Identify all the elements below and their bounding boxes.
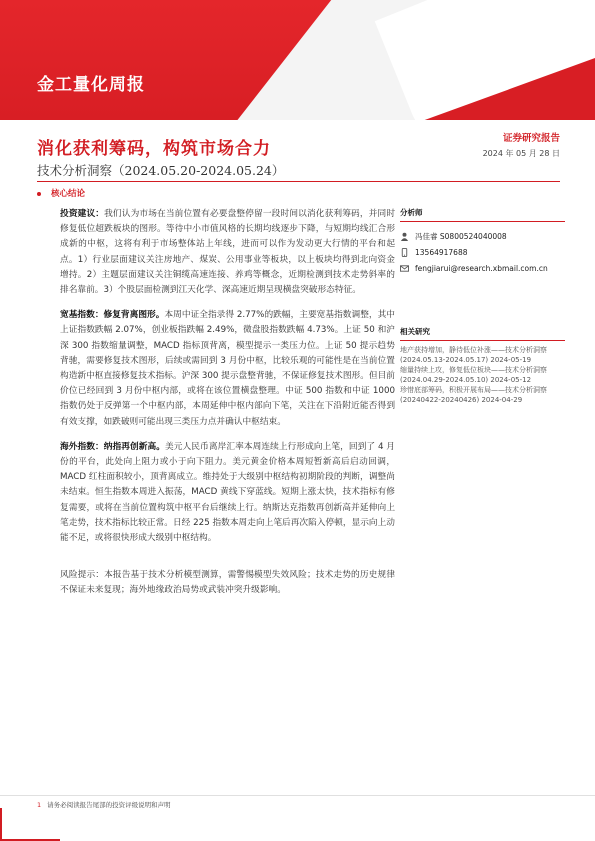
sidebar: [400, 207, 580, 405]
bullet-icon: [37, 192, 41, 196]
footer-divider: [0, 795, 595, 796]
corner-accent-vertical: [0, 808, 2, 841]
paragraph-overseas: [60, 440, 395, 546]
related-heading: 相关研究: [400, 326, 565, 341]
paragraph-lead: 海外指数：纳指再创新高。: [60, 441, 166, 452]
main-body: [60, 207, 395, 609]
paragraph-broad-index: [60, 308, 395, 430]
header-banner: [0, 0, 595, 120]
email-icon: [400, 264, 409, 273]
footer: [37, 800, 171, 809]
series-title: 金工量化周报: [37, 75, 145, 95]
phone-icon: [400, 248, 409, 257]
section-heading: [37, 187, 85, 199]
related-list: [400, 345, 575, 405]
paragraph-lead: 投资建议：: [60, 209, 105, 219]
risk-warning: 风险提示：本报告基于技术分析模型测算，需警惕模型失效风险；技术走势的历史规律不保证未来复现；海外地缘政治局势或武装冲突升级影响。: [60, 570, 395, 596]
report-title: 消化获利筹码，构筑市场合力: [37, 139, 271, 159]
phone-row: [400, 244, 580, 260]
person-icon: [400, 232, 409, 241]
section-label: 核心结论: [51, 189, 86, 199]
page-number: 1: [37, 801, 42, 809]
analyst-phone: 13564917688: [415, 247, 468, 257]
report-date: 2024 年 05 月 28 日: [482, 149, 560, 158]
paragraph-investment: [60, 207, 395, 298]
related-item[interactable]: 缩量持续上攻，修复低位板块——技术分析洞察(2024.04.29-2024.05.10) 2024-05-12: [400, 366, 547, 384]
paragraph-lead: 宽基指数：修复背离图形。: [60, 310, 165, 321]
related-item[interactable]: 地产获持增加，静待低位补涨——技术分析洞察(2024.05.13-2024.05.17) 2024-05-19: [400, 346, 547, 364]
report-type: 证券研究报告: [502, 133, 560, 144]
analyst-block: [400, 228, 580, 276]
title-divider: [37, 181, 560, 182]
paragraph-text: 美元人民币离岸汇率本周连续上行形成向上笔，回到了 4 月份的平台，此处向上阻力或小于向下阻力。美元黄金价格本周短暂新高后启动回调，MACD 红柱面积较小，顶背离成立。维持处于大级别中枢结构初期阶段的判断，调整尚未结束。恒生指数本周进入振荡，MACD 黄线下穿蓝线。短期上涨太快，技术指标有修复需要，或将在当前位置构筑中枢平台后继续上行。纳斯达克指数再创新高并延伸向上笔走势，技术指标比较正常。日经 225 指数本周走向上笔后再次陷入停顿，显示向上动能不足，或将很快形成大级别中枢结构。: [60, 441, 395, 544]
analyst-heading: 分析师: [400, 207, 565, 222]
paragraph-text: 本周中证全指录得 2.77%的跌幅，主要宽基指数调整，其中上证指数跌幅 2.07%，创业板指跌幅 2.49%，微盘股指数跌幅 4.73%。上证 50 和沪深 300 指数缩量调整，MACD 指标顶背离，模型提示一类压力位。上证 50 提示趋势背驰，需要修复技术图形，后续或需回到 3 月份中枢，比较乐观的可能性是在当前位置构造新中枢直接修复技术指标。沪深 300 提示盘整背驰，不保证修复技术图形。但目前价位已经回到 3 月份中枢内部，或将在该位置横盘整理。中证 500 指数和中证 1000 指数仍处于反弹第一个中枢内部，本周延伸中枢内部向下笔，关注在下沿附近能否得到有效支撑，如跌破则可能出现三类压力点并确认中枢结束。: [60, 310, 395, 427]
report-subtitle: 技术分析洞察（2024.05.20-2024.05.24）: [37, 163, 285, 178]
analyst-name: 冯佳睿 S0800524040008: [415, 231, 507, 241]
paragraph-text: 我们认为市场在当前位置有必要盘整停留一段时间以消化获利筹码，并同时修复低位超跌板块的图形。等待中小市值风格的长期均线逐步下降，与短期均线汇合形成新的中枢，这将有利于市场整体站上年线，进而可以作为发动更大行情的平台和起点。1）行业层面建议关注房地产、煤炭、公用事业等板块，以上板块均得到北向资金增持。2）主题层面建议关注铜缆高速连接、养鸡等概念，近期检测到技术走势斜率的排名靠前。3）个股层面检测到江天化学、深高速近期呈现横盘突破形态特征。: [60, 209, 396, 296]
footer-disclaimer: 请务必阅读报告尾部的投资评级说明和声明: [47, 801, 171, 809]
analyst-row: [400, 228, 580, 244]
email-row: [400, 260, 580, 276]
analyst-email[interactable]: fengjiarui@research.xbmail.com.cn: [415, 263, 548, 273]
related-item[interactable]: 珍惜底部筹码，积极开展布局——技术分析洞察(20240422-20240426) 2024-04-29: [400, 386, 547, 404]
